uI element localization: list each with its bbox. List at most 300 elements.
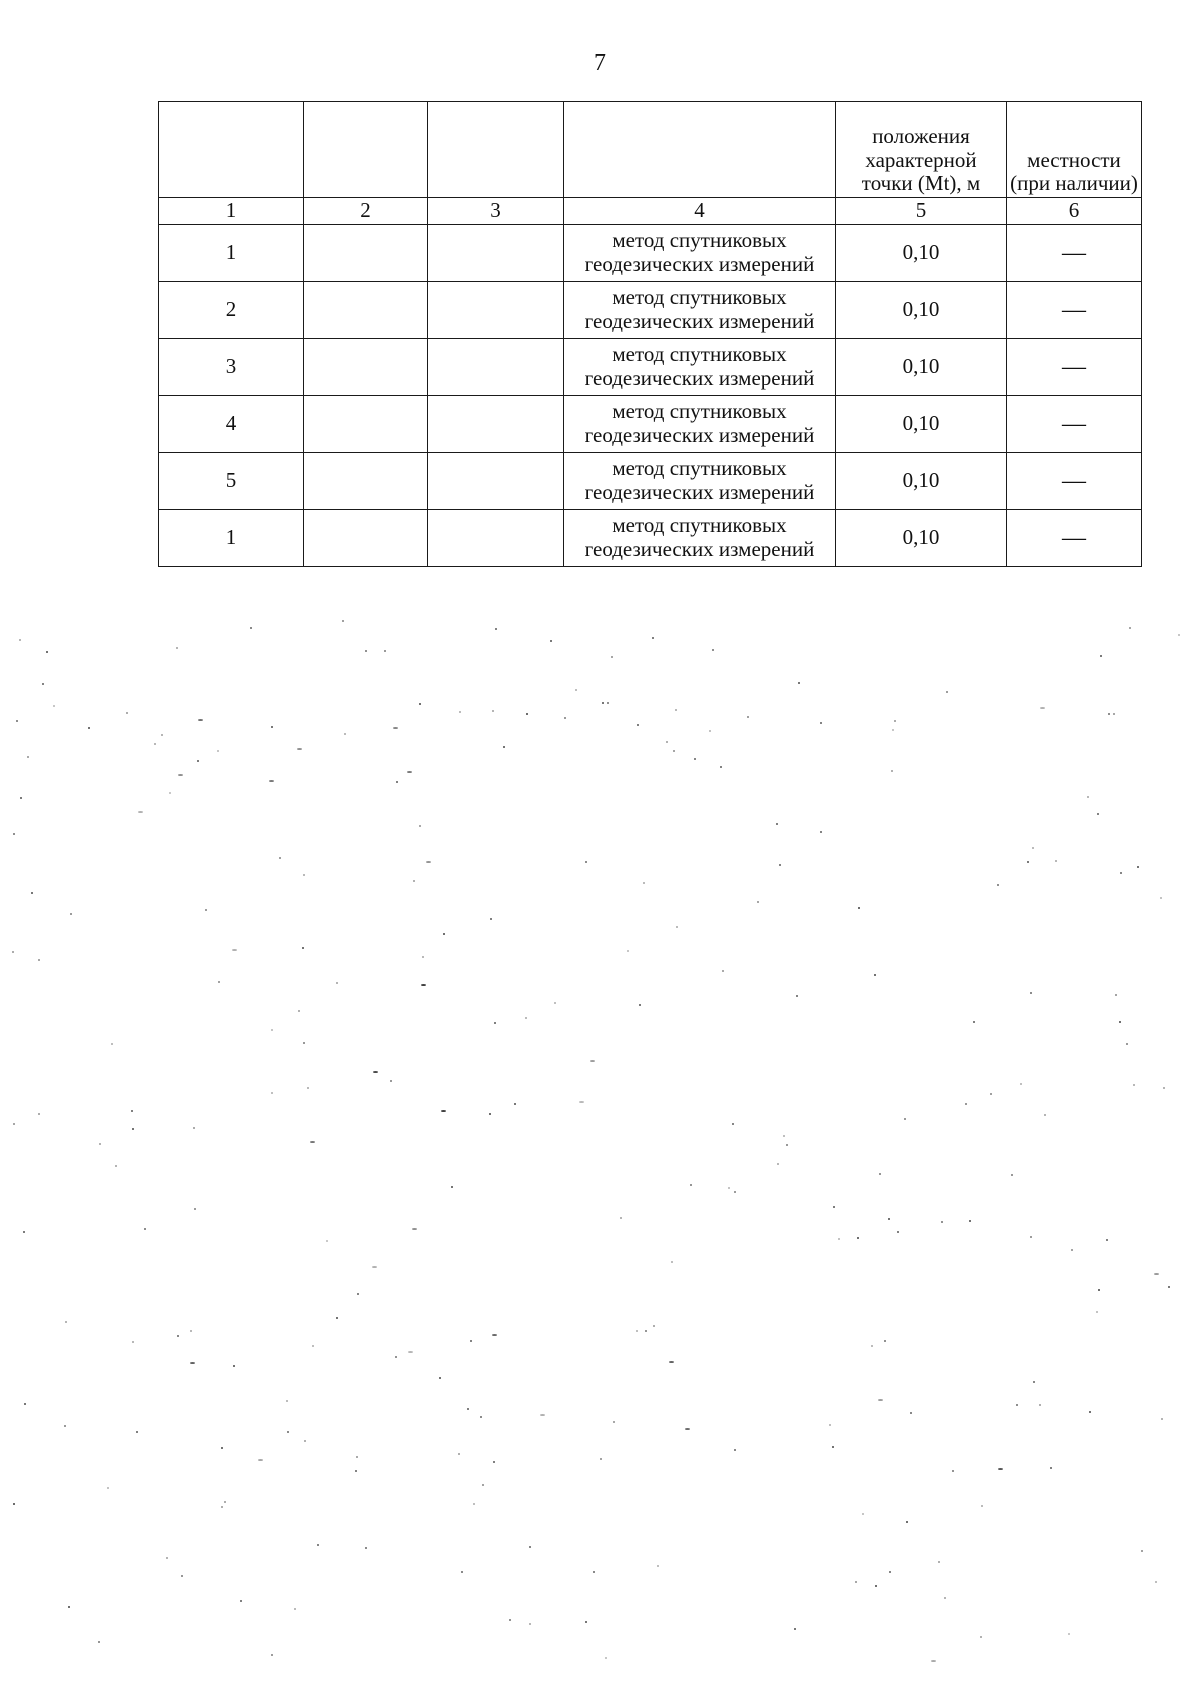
note-cell: — [1007, 225, 1142, 282]
scan-speck [973, 1021, 975, 1023]
scan-speck [365, 650, 367, 652]
scan-speck [317, 1544, 319, 1546]
scan-speck [269, 780, 274, 782]
column-number: 1 [159, 198, 304, 225]
scan-speck [998, 1468, 1003, 1470]
scan-speck [1055, 860, 1057, 862]
scan-speck [783, 1135, 785, 1137]
scan-speck [24, 1403, 26, 1405]
scan-speck [42, 683, 44, 685]
column-number: 5 [836, 198, 1007, 225]
scan-speck [1129, 627, 1131, 629]
scan-speck [181, 1575, 183, 1577]
scan-speck [13, 833, 15, 835]
scan-speck [221, 1506, 223, 1508]
scan-speck [193, 1127, 195, 1129]
scan-speck [493, 1461, 495, 1463]
scan-speck [981, 1505, 983, 1507]
scan-speck [722, 970, 724, 972]
scan-speck [271, 1092, 273, 1094]
scan-speck [904, 1118, 906, 1120]
scan-speck [1030, 1236, 1032, 1238]
table-row [159, 453, 1142, 510]
scan-speck [888, 1218, 890, 1220]
scan-speck [407, 771, 412, 773]
scan-speck [467, 1408, 469, 1410]
scan-speck [132, 1128, 134, 1130]
method-cell: метод спутниковых геодезических измерений [564, 225, 836, 282]
scan-speck [115, 1165, 117, 1167]
scan-speck [132, 1341, 134, 1343]
scan-speck [99, 1143, 101, 1145]
scan-speck [126, 712, 128, 714]
accuracy-cell: 0,10 [836, 396, 1007, 453]
scan-speck [798, 682, 800, 684]
accuracy-cell: 0,10 [836, 453, 1007, 510]
scan-speck [412, 1228, 417, 1230]
scan-speck [938, 1561, 940, 1563]
accuracy-cell: 0,10 [836, 339, 1007, 396]
scan-speck [1097, 813, 1099, 815]
column-number: 4 [564, 198, 836, 225]
column-number: 6 [1007, 198, 1142, 225]
scan-speck [653, 1325, 655, 1327]
scan-speck [13, 1503, 15, 1505]
scan-speck [734, 1191, 736, 1193]
scan-speck [712, 649, 714, 651]
scan-speck [666, 741, 668, 743]
scan-speck [643, 882, 645, 884]
scan-speck [336, 1317, 338, 1319]
empty-cell [428, 510, 564, 567]
scan-speck [451, 1186, 453, 1188]
scan-speck [676, 926, 678, 928]
scan-speck [931, 1660, 936, 1662]
scan-speck [611, 656, 613, 658]
scan-speck [776, 823, 778, 825]
scan-speck [1039, 1404, 1041, 1406]
scan-speck [304, 1440, 306, 1442]
scan-speck [952, 1470, 954, 1472]
table-row [159, 339, 1142, 396]
scan-speck [64, 1425, 66, 1427]
scan-speck [161, 734, 163, 736]
scan-speck [946, 691, 948, 693]
scan-speck [1137, 866, 1139, 868]
scan-speck [607, 702, 609, 704]
scan-speck [1040, 707, 1045, 709]
scan-speck [68, 1606, 70, 1608]
scan-speck [131, 1110, 133, 1112]
scan-speck [310, 1141, 315, 1143]
scan-speck [820, 722, 822, 724]
scan-speck [12, 951, 14, 953]
scan-speck [829, 1424, 831, 1426]
scan-speck [1108, 713, 1110, 715]
scan-speck [217, 750, 219, 752]
scan-speck [694, 758, 696, 760]
empty-cell [428, 453, 564, 510]
scan-speck [1016, 1404, 1018, 1406]
page-number: 7 [594, 50, 606, 76]
scan-speck [833, 1206, 835, 1208]
point-number-cell: 3 [159, 339, 304, 396]
scan-speck [990, 1093, 992, 1095]
scan-speck [190, 1330, 192, 1332]
header-cell-1 [159, 102, 304, 198]
scan-speck [439, 1377, 441, 1379]
scan-speck [941, 1221, 943, 1223]
scan-speck [1032, 847, 1034, 849]
scan-speck [65, 1321, 67, 1323]
scan-speck [980, 1636, 982, 1638]
scan-speck [526, 713, 528, 715]
scan-speck [669, 1361, 674, 1363]
column-number: 3 [428, 198, 564, 225]
scan-speck [1155, 1581, 1157, 1583]
scan-speck [585, 1621, 587, 1623]
accuracy-cell: 0,10 [836, 225, 1007, 282]
scan-speck [70, 913, 72, 915]
scan-speck [1133, 1084, 1135, 1086]
scan-speck [365, 1547, 367, 1549]
header-cell-5: положения характерной точки (Mt), м [836, 102, 1007, 198]
scan-speck [627, 950, 629, 952]
table-row [159, 510, 1142, 567]
note-cell: — [1007, 453, 1142, 510]
scan-speck [355, 1470, 357, 1472]
scan-speck [690, 1184, 692, 1186]
scan-speck [593, 1571, 595, 1573]
scan-speck [575, 689, 577, 691]
header-cell-6: местности (при наличии) [1007, 102, 1142, 198]
scan-speck [482, 1484, 484, 1486]
scan-speck [1120, 872, 1122, 874]
scan-speck [897, 1231, 899, 1233]
scan-speck [489, 1113, 491, 1115]
scan-speck [675, 709, 677, 711]
scan-speck [858, 907, 860, 909]
scan-speck [250, 627, 252, 629]
scan-speck [892, 729, 894, 731]
scan-speck [1068, 1633, 1070, 1635]
note-cell: — [1007, 282, 1142, 339]
scan-speck [862, 1513, 864, 1515]
scan-speck [605, 1657, 607, 1659]
scan-speck [720, 766, 722, 768]
scan-speck [344, 733, 346, 735]
scan-speck [232, 949, 237, 951]
scan-speck [1154, 1273, 1159, 1275]
scan-speck [390, 1080, 392, 1082]
scan-speck [27, 756, 29, 758]
scan-speck [205, 909, 207, 911]
scan-speck [279, 857, 281, 859]
scan-speck [373, 1071, 378, 1073]
scan-speck [777, 1163, 779, 1165]
point-number-cell: 1 [159, 510, 304, 567]
scan-speck [540, 1414, 545, 1416]
scan-speck [136, 1431, 138, 1433]
scan-speck [875, 1585, 877, 1587]
scan-speck [258, 1459, 263, 1461]
table-row [159, 396, 1142, 453]
scan-speck [107, 1487, 109, 1489]
scan-speck [529, 1546, 531, 1548]
scan-speck [271, 1029, 273, 1031]
scan-speck [459, 711, 461, 713]
table-row [159, 225, 1142, 282]
scan-speck [879, 1173, 881, 1175]
scan-speck [1168, 1286, 1170, 1288]
scan-speck [233, 1365, 235, 1367]
scan-speck [1096, 1311, 1098, 1313]
note-cell: — [1007, 396, 1142, 453]
scan-speck [709, 730, 711, 732]
scan-speck [38, 959, 40, 961]
scan-speck [673, 750, 675, 752]
scan-speck [1089, 1411, 1091, 1413]
scan-speck [38, 1113, 40, 1115]
scan-speck [422, 956, 424, 958]
scan-speck [1020, 1083, 1022, 1085]
scan-speck [224, 1501, 226, 1503]
scan-speck [190, 1362, 195, 1364]
method-cell: метод спутниковых геодезических измерений [564, 453, 836, 510]
scan-speck [443, 933, 445, 935]
scan-speck [395, 1356, 397, 1358]
scan-speck [154, 743, 156, 745]
scan-speck [372, 1266, 377, 1268]
scan-speck [525, 1017, 527, 1019]
scan-speck [965, 1103, 967, 1105]
scan-speck [757, 901, 759, 903]
scan-speck [529, 1623, 531, 1625]
scan-speck [602, 702, 604, 704]
scan-speck [194, 1208, 196, 1210]
scan-speck [494, 1022, 496, 1024]
scan-speck [509, 1619, 511, 1621]
scan-speck [728, 1187, 730, 1189]
scan-speck [408, 1351, 413, 1353]
table-header-row [159, 102, 1142, 198]
scan-speck [786, 1144, 788, 1146]
scan-speck [889, 1571, 891, 1573]
scan-speck [198, 719, 203, 721]
scan-speck [1178, 634, 1180, 636]
scan-speck [1050, 1467, 1052, 1469]
method-cell: метод спутниковых геодезических измерений [564, 396, 836, 453]
scan-speck [342, 620, 344, 622]
scan-speck [441, 1110, 446, 1112]
scan-speck [794, 1628, 796, 1630]
scan-speck [495, 628, 497, 630]
scan-speck [473, 1503, 475, 1505]
empty-cell [304, 396, 428, 453]
scan-speck [426, 861, 431, 863]
scan-speck [620, 1217, 622, 1219]
scan-speck [884, 1340, 886, 1342]
scan-speck [23, 1231, 25, 1233]
scan-speck [871, 1345, 873, 1347]
empty-cell [428, 282, 564, 339]
scan-speck [492, 1334, 497, 1336]
scan-speck [652, 637, 654, 639]
scan-speck [1163, 1087, 1165, 1089]
scan-speck [747, 716, 749, 718]
scan-speck [303, 1042, 305, 1044]
scan-speck [855, 1581, 857, 1583]
scan-speck [1161, 1418, 1163, 1420]
scan-speck [600, 1458, 602, 1460]
scan-speck [20, 797, 22, 799]
scan-speck [19, 639, 21, 641]
method-cell: метод спутниковых геодезических измерений [564, 282, 836, 339]
scan-speck [384, 650, 386, 652]
note-cell: — [1007, 510, 1142, 567]
scan-speck [240, 1600, 242, 1602]
coordinates-table [158, 101, 1142, 567]
scan-speck [1030, 992, 1032, 994]
point-number-cell: 1 [159, 225, 304, 282]
scan-speck [419, 825, 421, 827]
scan-speck [1141, 1550, 1143, 1552]
empty-cell [304, 510, 428, 567]
point-number-cell: 2 [159, 282, 304, 339]
column-number-row [159, 198, 1142, 225]
scan-speck [637, 724, 639, 726]
header-cell-4 [564, 102, 836, 198]
scan-speck [413, 880, 415, 882]
scan-speck [894, 720, 896, 722]
scan-speck [969, 1220, 971, 1222]
scan-speck [177, 1335, 179, 1337]
scan-speck [357, 1293, 359, 1295]
scan-speck [857, 1237, 859, 1239]
scan-speck [470, 1340, 472, 1342]
scan-speck [1160, 897, 1162, 899]
scan-speck [197, 760, 199, 762]
scan-speck [356, 1456, 358, 1458]
scan-speck [98, 1641, 100, 1643]
scan-speck [1115, 994, 1117, 996]
scan-speck [874, 974, 876, 976]
scan-speck [657, 1565, 659, 1567]
point-number-cell: 4 [159, 396, 304, 453]
empty-cell [304, 453, 428, 510]
scan-speck [514, 1103, 516, 1105]
method-cell: метод спутниковых геодезических измерений [564, 339, 836, 396]
empty-cell [304, 225, 428, 282]
scan-speck [554, 1002, 556, 1004]
scan-speck [1098, 1289, 1100, 1291]
scan-speck [88, 727, 90, 729]
scan-speck [779, 864, 781, 866]
scan-speck [1126, 1043, 1128, 1045]
scan-speck [1044, 1114, 1046, 1116]
scan-speck [503, 746, 505, 748]
scan-speck [492, 710, 494, 712]
scan-speck [878, 1399, 883, 1401]
scan-speck [461, 1571, 463, 1573]
scan-speck [169, 792, 171, 794]
empty-cell [428, 396, 564, 453]
scan-speck [13, 1123, 15, 1125]
scan-speck [271, 726, 273, 728]
scan-speck [271, 1654, 273, 1656]
scan-speck [178, 774, 183, 776]
scan-speck [1087, 796, 1089, 798]
scan-speck [910, 1412, 912, 1414]
scan-speck [944, 1597, 946, 1599]
scan-speck [636, 1330, 638, 1332]
scan-speck [326, 1240, 328, 1242]
empty-cell [428, 339, 564, 396]
scan-speck [590, 1060, 595, 1062]
scan-speck [312, 1345, 314, 1347]
scan-speck [1106, 1239, 1108, 1241]
scan-speck [1027, 861, 1029, 863]
scan-speck [16, 720, 18, 722]
scan-speck [297, 748, 302, 750]
scan-speck [302, 947, 304, 949]
scan-speck [287, 1431, 289, 1433]
scan-speck [218, 981, 220, 983]
scan-speck [1071, 1249, 1073, 1251]
scan-speck [671, 1261, 673, 1263]
scan-speck [221, 1447, 223, 1449]
accuracy-cell: 0,10 [836, 510, 1007, 567]
scan-speck [685, 1428, 690, 1430]
scan-speck [111, 1043, 113, 1045]
scan-speck [1011, 1174, 1013, 1176]
scan-speck [1033, 1381, 1035, 1383]
accuracy-cell: 0,10 [836, 282, 1007, 339]
scan-speck [458, 1453, 460, 1455]
empty-cell [304, 282, 428, 339]
scan-speck [906, 1521, 908, 1523]
scan-speck [286, 1400, 288, 1402]
scan-speck [307, 1087, 309, 1089]
scan-speck [298, 1010, 300, 1012]
scan-speck [144, 1228, 146, 1230]
scan-speck [31, 892, 33, 894]
scan-speck [176, 647, 178, 649]
scan-speck [421, 984, 426, 986]
scan-speck [734, 1449, 736, 1451]
scan-speck [838, 1238, 840, 1240]
scan-speck [645, 1330, 647, 1332]
scan-speck [550, 640, 552, 642]
empty-cell [428, 225, 564, 282]
scan-speck [796, 995, 798, 997]
header-cell-2 [304, 102, 428, 198]
header-cell-3 [428, 102, 564, 198]
scan-speck [832, 1446, 834, 1448]
scan-speck [480, 1416, 482, 1418]
scan-speck [53, 705, 55, 707]
scan-speck [820, 831, 822, 833]
scan-speck [393, 727, 398, 729]
scan-speck [396, 781, 398, 783]
scan-speck [639, 1004, 641, 1006]
point-number-cell: 5 [159, 453, 304, 510]
scan-speck [490, 918, 492, 920]
empty-cell [304, 339, 428, 396]
column-number: 2 [304, 198, 428, 225]
scan-speck [303, 874, 305, 876]
method-cell: метод спутниковых геодезических измерений [564, 510, 836, 567]
